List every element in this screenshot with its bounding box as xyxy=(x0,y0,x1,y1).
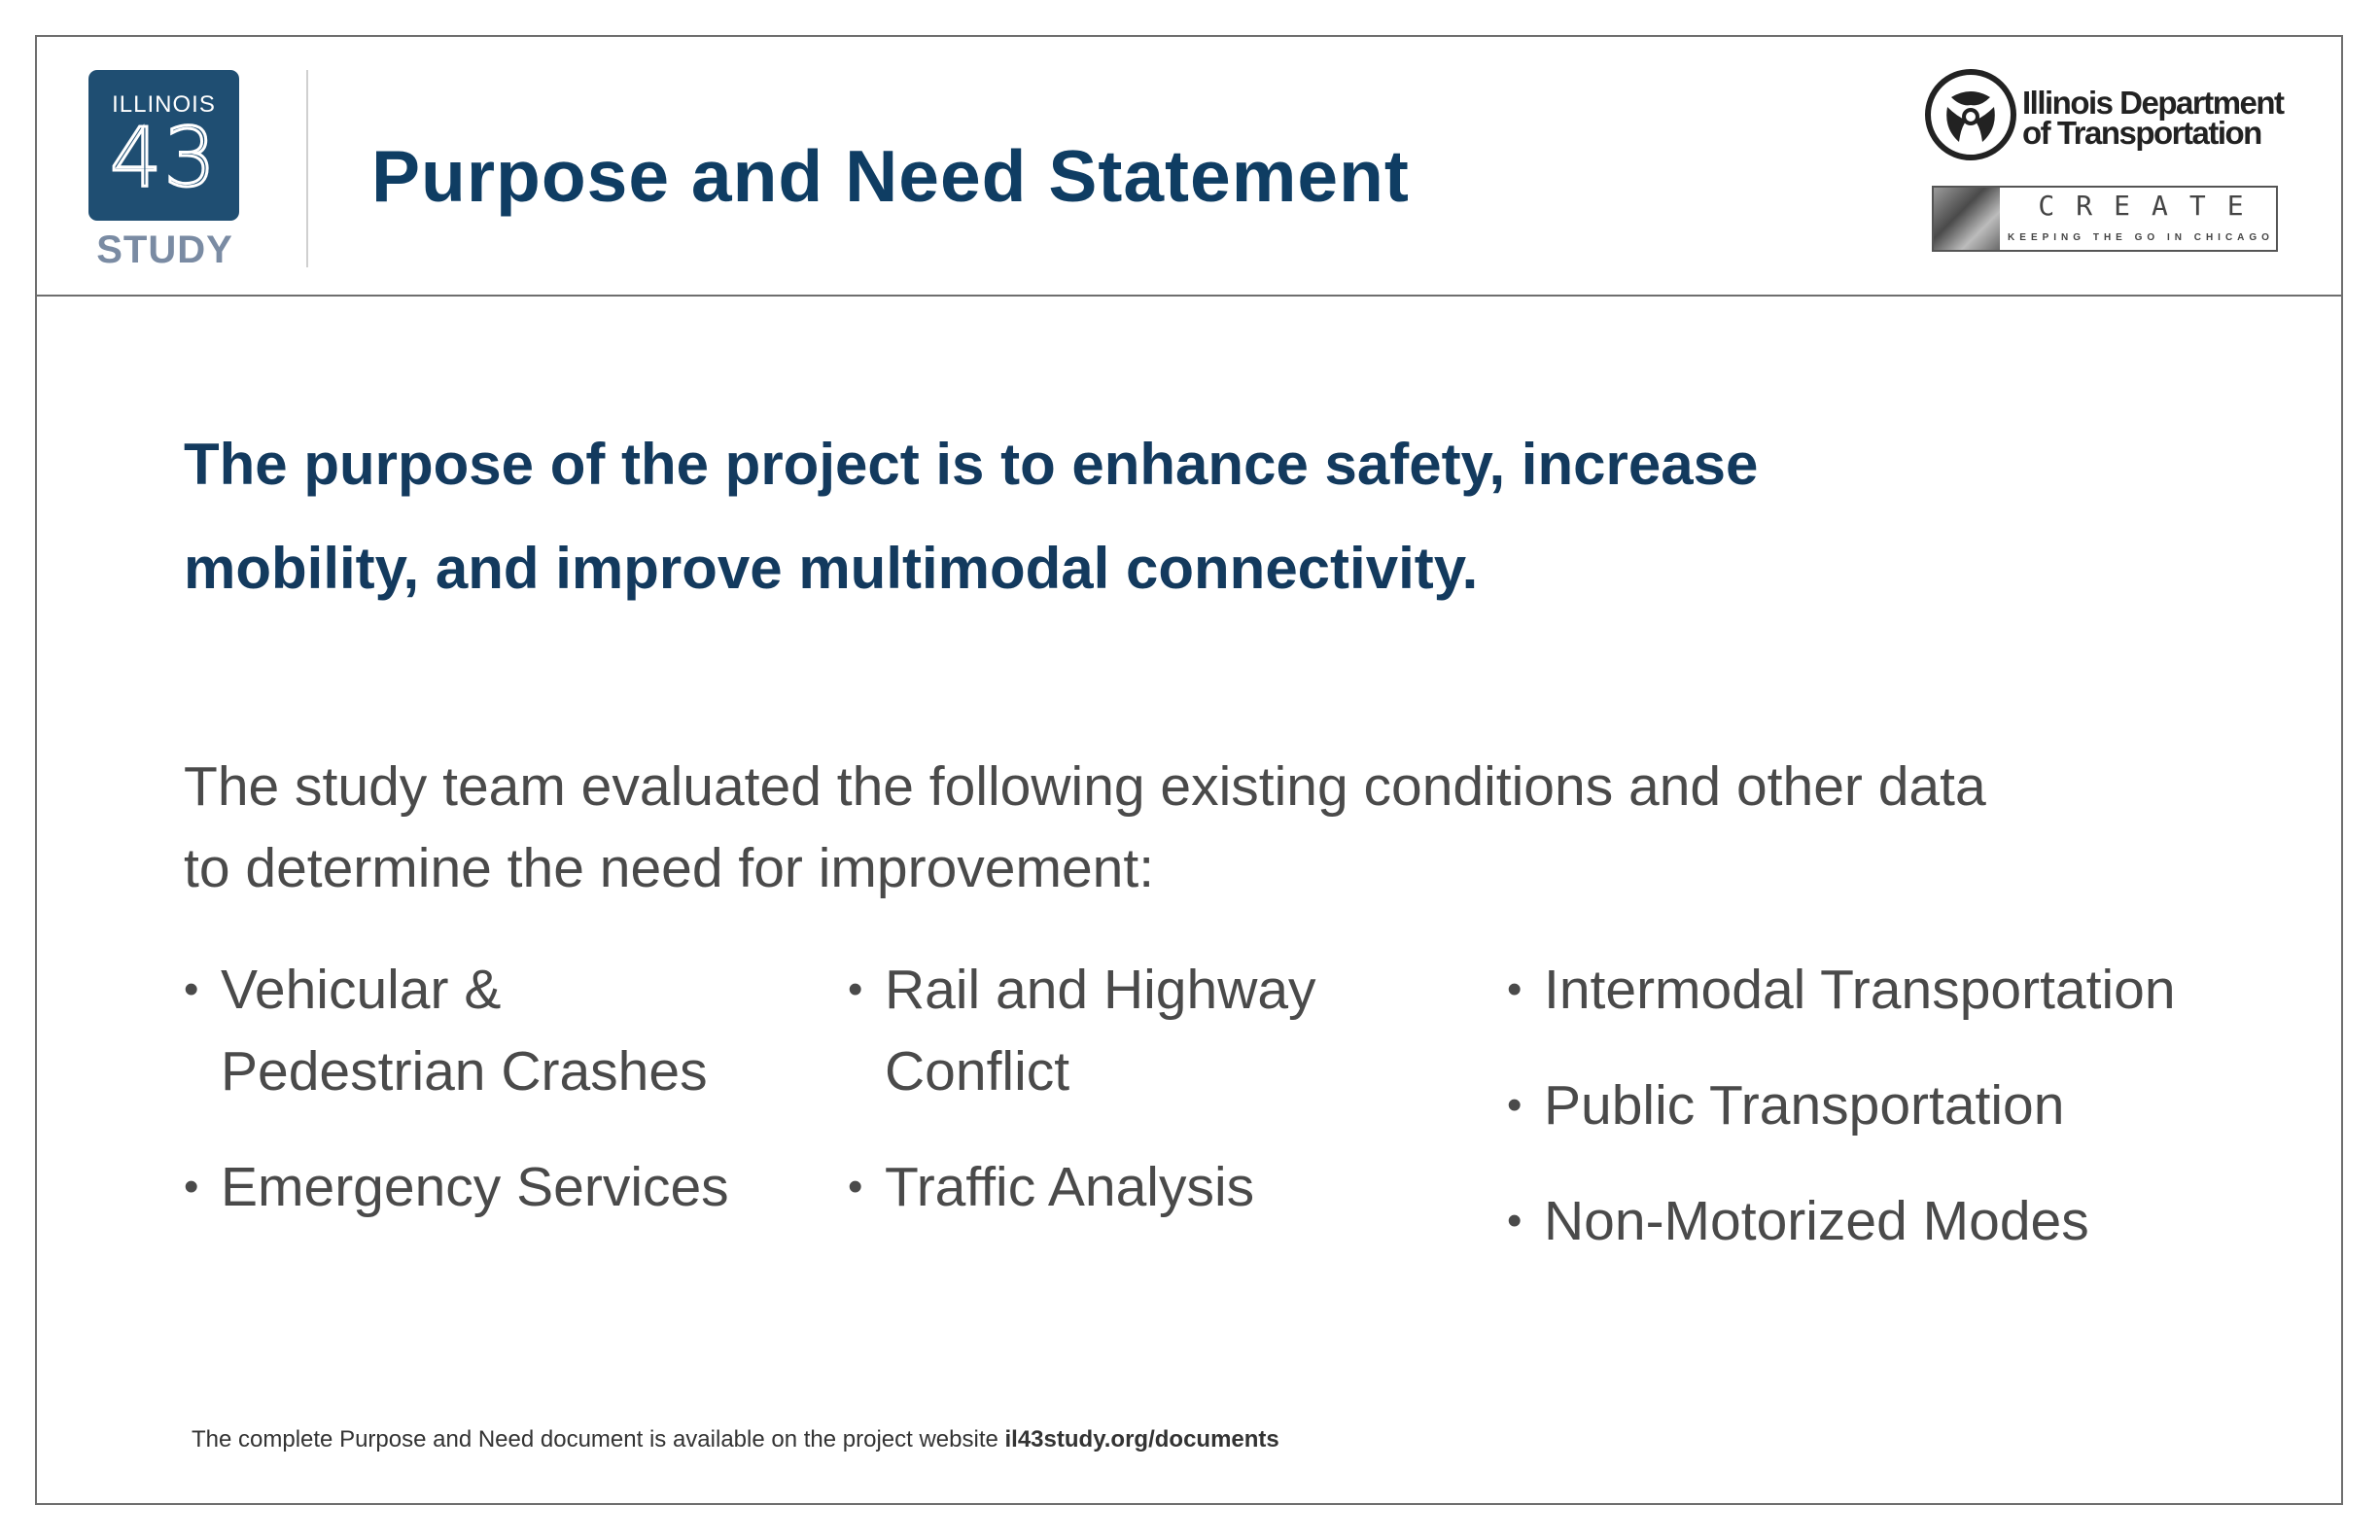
list-item xyxy=(848,1146,1431,1228)
create-tagline: KEEPING THE GO IN CHICAGO xyxy=(2008,232,2274,243)
list-item: • Public Transportation xyxy=(1507,1065,2304,1146)
intro-text xyxy=(184,746,2177,909)
purpose-line-2: mobility, and improve multimodal connectivity. xyxy=(184,536,1479,601)
website-link[interactable]: il43study.org/documents xyxy=(1004,1426,1279,1452)
list-item xyxy=(848,949,1431,1112)
list-item-line: Traffic Analysis xyxy=(885,1156,1255,1218)
list-item: • Non-Motorized Modes xyxy=(1507,1180,2304,1262)
logo-state-text: ILLINOIS xyxy=(112,91,216,118)
list-item-line: Pedestrian Crashes xyxy=(221,1040,708,1102)
needs-list-column-1 xyxy=(184,949,767,1262)
create-logo xyxy=(1932,186,2278,252)
purpose-line-1: The purpose of the project is to enhance safety, increase xyxy=(184,432,1759,497)
footnote xyxy=(192,1426,1279,1453)
idot-emblem-icon xyxy=(1924,68,2017,161)
footnote-text: The complete Purpose and Need document is available on the project website xyxy=(192,1426,1005,1452)
create-wordmark: CREATE xyxy=(2038,190,2265,222)
list-item: • Intermodal Transportation xyxy=(1507,949,2304,1031)
needs-list-column-3 xyxy=(1507,949,2304,1296)
logo-route-number: 43 xyxy=(110,110,218,205)
page-title: Purpose and Need Statement xyxy=(371,135,1410,217)
idot-logo xyxy=(1924,68,2284,165)
intro-line-2: to determine the need for improvement: xyxy=(184,837,1155,899)
needs-list-column-2 xyxy=(848,949,1431,1262)
list-item xyxy=(184,1146,767,1228)
il43-logo-badge xyxy=(88,70,239,221)
poster-board xyxy=(35,35,2343,1505)
list-item-line: Vehicular & xyxy=(221,959,502,1021)
logo-study-text: STUDY xyxy=(96,228,233,271)
list-item-line: Conflict xyxy=(885,1040,1070,1102)
list-item-line: Rail and Highway xyxy=(885,959,1316,1021)
idot-line1: Illinois Department xyxy=(2022,85,2284,121)
intro-line-1: The study team evaluated the following existing conditions and other data xyxy=(184,755,1986,818)
purpose-statement xyxy=(184,412,2031,620)
header-divider xyxy=(306,70,308,267)
list-item xyxy=(184,949,767,1112)
header xyxy=(37,37,2341,297)
idot-wordmark xyxy=(2022,85,2284,151)
list-item-line: Emergency Services xyxy=(221,1156,729,1218)
idot-line2: of Transportation xyxy=(2022,115,2261,151)
create-photo xyxy=(1934,188,2000,250)
il43-study-logo xyxy=(88,70,241,272)
